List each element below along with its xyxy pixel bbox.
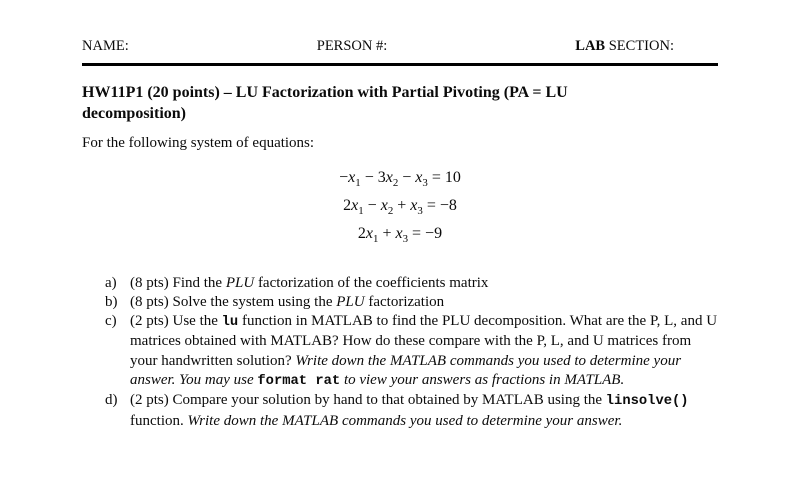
list-item-c	[105, 312, 718, 391]
item-marker: a)	[105, 274, 117, 291]
equation-3: $2x_1 + x_3 = -9$	[357, 224, 443, 245]
header-divider	[82, 63, 718, 66]
list-item-b	[105, 293, 718, 312]
equation-block	[82, 164, 718, 248]
list-item-a	[105, 274, 718, 293]
item-text: (8 pts) Solve the system using the PLU factorization	[130, 293, 445, 310]
item-marker: c)	[105, 313, 117, 330]
item-text: (2 pts) Use the lu function in MATLAB to find the PLU decomposition. What are the P, L, and U matrices obtained with MATLAB? How do these compare with the P, L, and U matrices from your handwritten solution? Write down the MATLAB commands you used to determine your answer. You may use format rat to view your answers as fractions in MATLAB.	[130, 313, 718, 390]
person-number-label: PERSON #:	[316, 38, 388, 54]
header-row	[82, 38, 718, 55]
equation-1: $-x_1 - 3x_2 - x_3 = 10$	[339, 168, 461, 189]
item-marker: b)	[105, 293, 118, 310]
assignment-title: HW11P1 (20 points) – LU Factorization with Partial Pivoting (PA = LU decomposition)	[82, 84, 568, 122]
equation-2: $2x_1 - x_2 + x_3 = -8$	[343, 196, 457, 217]
item-text: (8 pts) Find the PLU factorization of the coefficients matrix	[130, 274, 489, 291]
list-item-d	[105, 391, 718, 431]
item-marker: d)	[105, 392, 118, 409]
item-text: (2 pts) Compare your solution by hand to that obtained by MATLAB using the linsolve() function. Write down the MATLAB commands you used to determine your answer.	[130, 392, 689, 429]
lab-section-label: LAB SECTION:	[575, 38, 674, 54]
intro-text: For the following system of equations:	[82, 134, 315, 151]
name-label: NAME:	[82, 38, 129, 54]
question-list	[105, 274, 718, 431]
